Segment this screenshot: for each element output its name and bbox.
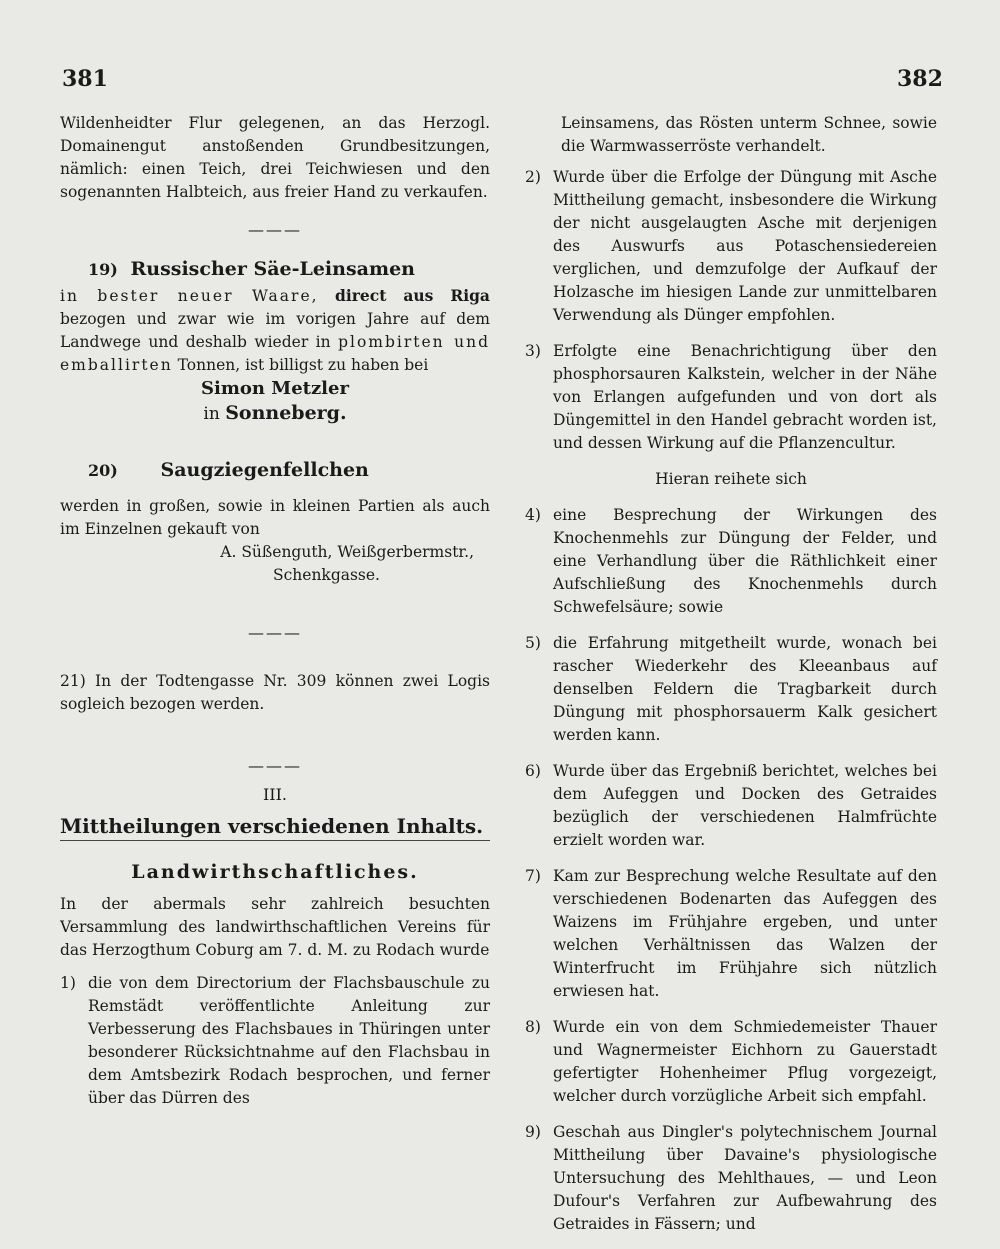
ad-19-heading [60, 255, 490, 284]
section-number: III. [262, 785, 288, 804]
ad-19-line1a: in bester neuer Waare, [60, 287, 319, 305]
item-text: eine Besprechung der Wirkungen des Knochenmehls zur Düngung der Felder, und eine Verhandlung über die Räthlichkeit einer Aufschließung des Knochenmehls durch Schwefelsäure; sowie [553, 506, 937, 616]
section-paragraph: In der abermals sehr zahlreich besuchten Versammlung des landwirthschaftlichen Vereins für das Herzogthum Coburg am 7. d. M. zu Rodach wurde [60, 895, 490, 959]
page-number-right: 382 [897, 66, 943, 92]
ad-19-body-a: bezogen und zwar wie im vorigen Jahre auf dem Landwege und deshalb wieder in [60, 310, 490, 351]
separator-rule-2: ——— [248, 623, 302, 642]
item-number: 3) [525, 342, 541, 360]
list-item [525, 760, 937, 852]
list-item [525, 1016, 937, 1108]
ad-20-body: werden in großen, sowie in kleinen Partien als auch im Einzelnen gekauft von [60, 497, 490, 538]
item-number: 1) [60, 974, 76, 992]
ad-19-body [60, 284, 490, 377]
ad-19-place: Sonneberg. [225, 402, 347, 424]
ad-19-number: 19) [88, 260, 118, 279]
item-text: Wurde über die Erfolge der Düngung mit Asche Mittheilung gemacht, insbesondere die Wirkung der nicht ausgelaugten Asche mit derjenigen des Auswurfs aus Potaschensiedereien verglichen, und demzufolge der Aufkauf der Holzasche im hiesigen Lande zur unmittelbaren Verwendung als Dünger empfohlen. [553, 168, 937, 324]
item-number: 7) [525, 867, 541, 885]
list-item [525, 504, 937, 619]
ad-20-title: Saugziegenfellchen [160, 459, 369, 481]
item-number: 9) [525, 1123, 541, 1141]
item-text: Kam zur Besprechung welche Resultate auf den verschiedenen Bodenarten das Aufeggen des Waizens im Frühjahre ergeben, und unter welchen Verhältnissen das Walzen der Winterfrucht im Frühjahre sich nützlich erwiesen hat. [553, 867, 937, 1000]
section-title: Mittheilungen verschiedenen Inhalts. [60, 814, 490, 841]
list-item [525, 1121, 937, 1236]
separator-rule: ——— [248, 220, 302, 239]
item-number: 5) [525, 634, 541, 652]
page-number-left: 381 [62, 66, 108, 92]
ad-19-in: in [203, 404, 220, 424]
ad-19-merchant-name: Simon Metzler [201, 378, 349, 399]
item-number: 2) [525, 168, 541, 186]
item-text: die von dem Directorium der Flachsbauschule zu Remstädt veröffentlichte Anleitung zur Verbesserung des Flachsbaues in Thüringen unter besonderer Rücksichtnahme auf den Flachsbau in dem Amtsbezirk Rodach besprochen, und ferner über das Dürren des [88, 974, 490, 1107]
right-intro-text: Leinsamens, das Rösten unterm Schnee, sowie die Warmwasserröste verhandelt. [561, 114, 937, 155]
left-intro-text: Wildenheidter Flur gelegenen, an das Herzogl. Domainengut anstoßenden Grundbesitzungen, nämlich: einen Teich, drei Teichwiesen und den sogenannten Halbteich, aus freier Hand zu verkaufen. [60, 114, 490, 201]
ad-20-number: 20) [88, 461, 118, 480]
item-text: Geschah aus Dingler's polytechnischem Journal Mittheilung über Davaine's physiologische Untersuchung des Mehlthaues, — und Leon Dufour's Verfahren zur Aufbewahrung des Getraides in Fässern; und [553, 1123, 937, 1233]
item-text: die Erfahrung mitgetheilt wurde, wonach bei rascher Wiederkehr des Kleeanbaus auf denselben Feldern die Tragbarkeit durch Düngung mit phosphorsauerm Kalk gesichert werden kann. [553, 634, 937, 744]
left-column [60, 112, 490, 1123]
list-item [525, 166, 937, 327]
center-line: Hieran reihete sich [655, 470, 807, 488]
ad-19-line1b: direct aus Riga [335, 286, 490, 305]
list-item [60, 972, 490, 1110]
item-text: Wurde über das Ergebniß berichtet, welches bei dem Aufeggen und Docken des Getraides bezüglich der verschiedenen Halmfrüchte erzielt worden war. [553, 762, 937, 849]
item-text: Wurde ein von dem Schmiedemeister Thauer und Wagnermeister Eichhorn zu Gauerstadt gefertigter Hohenheimer Pflug vorgezeigt, welcher durch vorzügliche Arbeit sich empfahl. [553, 1018, 937, 1105]
list-item [525, 865, 937, 1003]
item-number: 6) [525, 762, 541, 780]
ad-19-title: Russischer Säe-Leinsamen [130, 258, 415, 280]
ad-20-signer-line1: A. Süßenguth, Weißgerbermstr., [220, 543, 474, 561]
list-item [525, 632, 937, 747]
ad-19-body-c: Tonnen, ist billigst zu haben bei [177, 356, 429, 374]
ad-20-signer-line2: Schenkgasse. [272, 566, 380, 584]
ad-19-merchant-place [60, 401, 490, 426]
item-text: Erfolgte eine Benachrichtigung über den phosphorsauren Kalkstein, welcher in der Nähe von Erlangen aufgefunden und von dort als Düngemittel in den Handel gebracht worden ist, und dessen Wirkung auf die Pflanzencultur. [553, 342, 937, 452]
item-number: 8) [525, 1018, 541, 1036]
ad-20-heading [60, 456, 490, 485]
right-column [525, 112, 937, 1249]
ad-19-body-b: plombirten und emballirten [60, 333, 490, 374]
item-number: 4) [525, 506, 541, 524]
ad-21-text: 21) In der Todtengasse Nr. 309 können zwei Logis sogleich bezogen werden. [60, 672, 490, 713]
separator-rule-3: ——— [248, 756, 302, 775]
list-item [525, 340, 937, 455]
sub-title: Landwirthschaftliches. [131, 861, 419, 883]
